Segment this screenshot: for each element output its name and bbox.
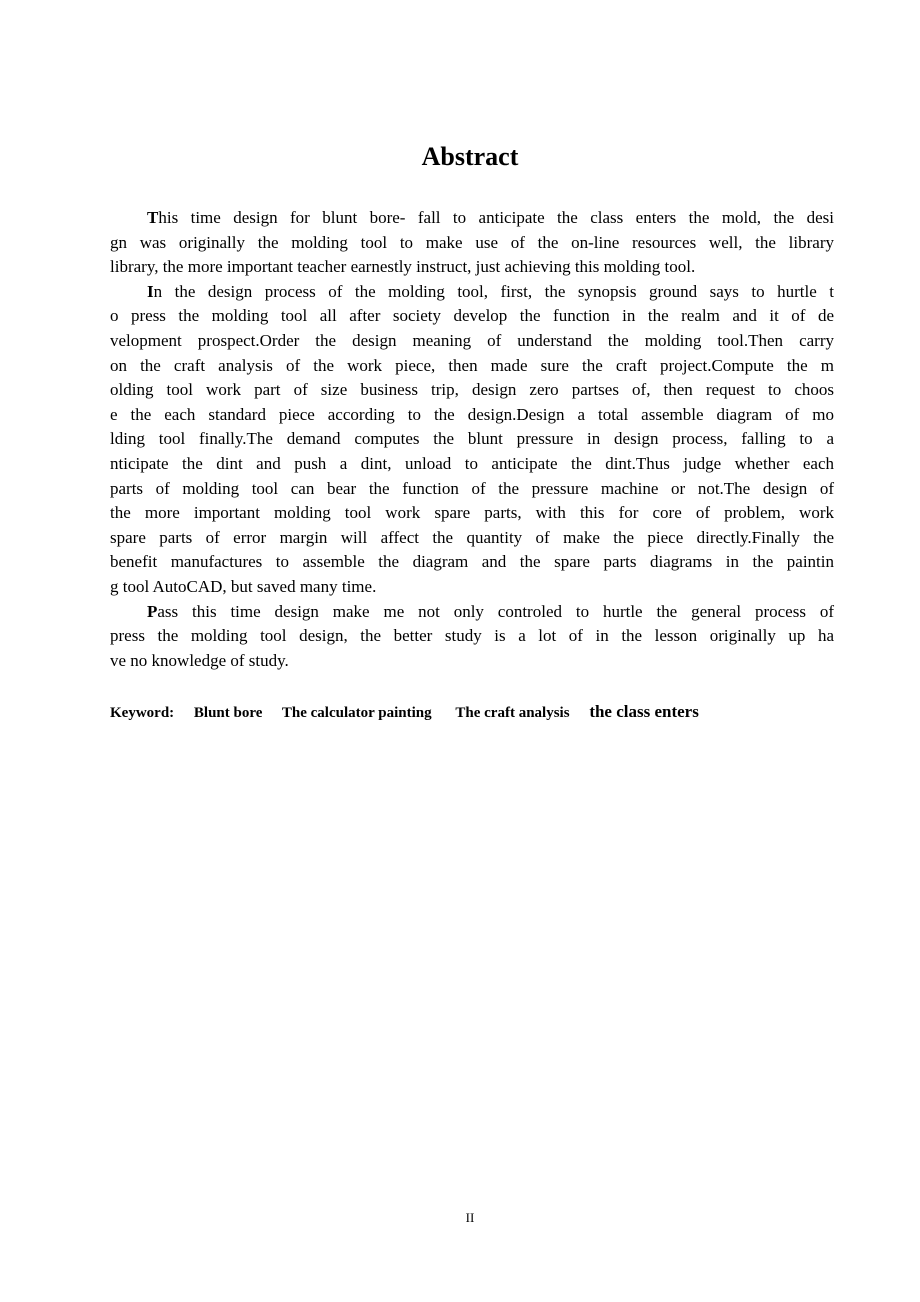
paragraph-lead-letter: T <box>147 208 159 227</box>
paragraph-line: velopment prospect.Order the design meaning of understand the molding tool.Then carry <box>110 330 834 350</box>
paragraph-2 <box>110 280 834 600</box>
abstract-title: Abstract <box>421 142 519 171</box>
paragraph-line <box>110 206 834 231</box>
paragraph-line: nticipate the dint and push a dint, unload to anticipate the dint.Thus judge whether each <box>110 453 834 473</box>
keyword-item: Blunt bore <box>193 705 263 721</box>
paragraph-line: press the molding tool design, the better study is a lot of in the lesson originally up ha <box>110 626 834 646</box>
paragraph-line: e the each standard piece according to the design.Design a total assemble diagram of mo <box>110 404 834 424</box>
keywords-label: Keyword: <box>110 705 175 721</box>
paragraph-line: parts of molding tool can bear the function of the pressure machine or not.The design of <box>110 478 834 498</box>
paragraph-line-text: n the design process of the molding tool, first, the synopsis ground says to hurtle t <box>153 281 834 301</box>
paragraph-line: g tool AutoCAD, but saved many time. <box>110 576 377 596</box>
paragraph-line: o press the molding tool all after society develop the function in the realm and it of de <box>110 306 834 326</box>
keywords-line <box>110 699 830 726</box>
paragraph-lead-letter: P <box>147 601 158 621</box>
paragraph-line: lding tool finally.The demand computes the blunt pressure in design process, falling to a <box>110 429 834 449</box>
paragraph-line <box>110 600 834 625</box>
paragraph-line: olding tool work part of size business trip, design zero partses of, then request to choos <box>110 380 834 400</box>
abstract-body <box>110 206 834 673</box>
paragraph-line: gn was originally the molding tool to make use of the on-line resources well, the library <box>110 232 834 252</box>
paragraph-line-text: his time design for blunt bore- fall to anticipate the class enters the mold, the desi <box>158 208 834 227</box>
paragraph-line: ve no knowledge of study. <box>110 650 289 670</box>
keyword-item: the class enters <box>589 702 699 721</box>
keyword-item: The craft analysis <box>455 705 570 721</box>
page-number: II <box>465 1210 475 1225</box>
paragraph-3 <box>110 600 834 674</box>
paragraph-line <box>110 280 834 305</box>
paragraph-line: spare parts of error margin will affect the quantity of make the piece directly.Finally the <box>110 527 834 547</box>
paragraph-line: library, the more important teacher earnestly instruct, just achieving this molding tool. <box>110 257 696 277</box>
paragraph-line: the more important molding tool work spare parts, with this for core of problem, work <box>110 503 834 523</box>
paragraph-lead-letter: I <box>147 281 154 301</box>
keyword-item: The calculator painting <box>281 705 432 721</box>
paragraph-line: on the craft analysis of the work piece, then made sure the craft project.Compute the m <box>110 355 834 375</box>
paragraph-1 <box>110 206 834 280</box>
paragraph-line: benefit manufactures to assemble the diagram and the spare parts diagrams in the paintin <box>110 552 834 572</box>
paragraph-line-text: ass this time design make me not only controled to hurtle the general process of <box>157 601 834 621</box>
